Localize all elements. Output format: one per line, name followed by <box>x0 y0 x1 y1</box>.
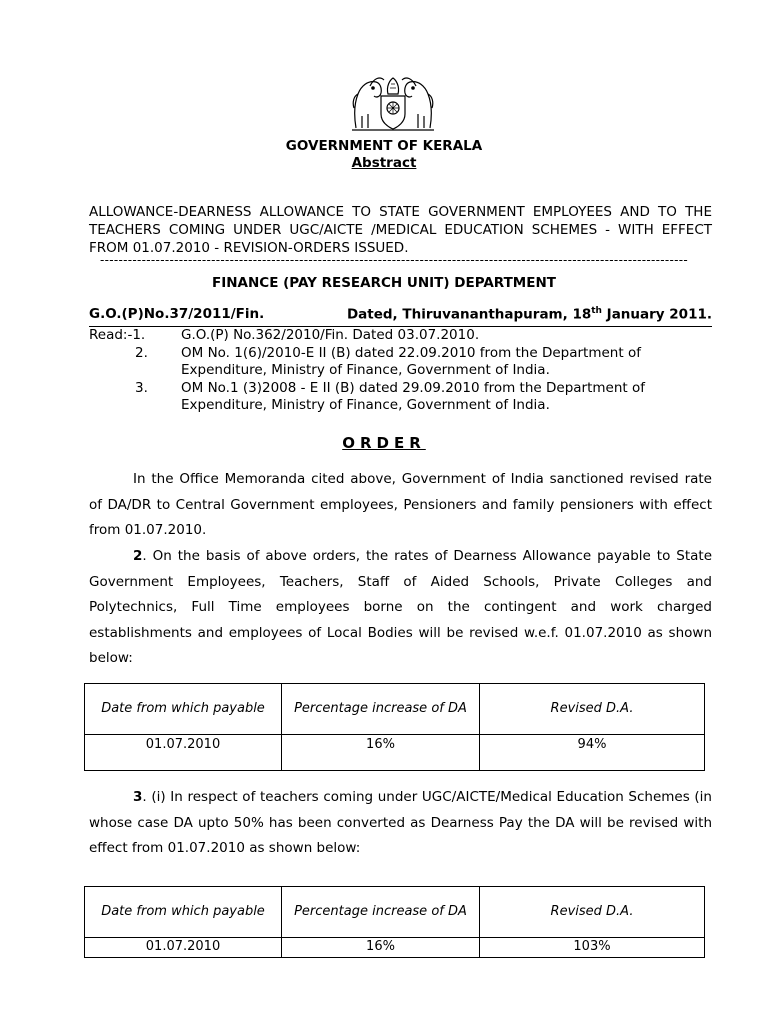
paragraph-1: In the Office Memoranda cited above, Government of India sanctioned revised rate of DA/DR to Central Government employees, Pensioners and family pensioners with effect from 01.07.2010. <box>89 471 712 538</box>
subject-text: ALLOWANCE-DEARNESS ALLOWANCE TO STATE GOVERNMENT EMPLOYEES AND TO THE TEACHERS COMING UNDER UGC/AICTE /MEDICAL EDUCATION SCHEMES - WITH EFFECT FROM 01.07.2010 - REVISION-ORDERS ISSUED. <box>89 204 712 256</box>
reference-item: 3. OM No.1 (3)2008 - E II (B) dated 29.09.2010 from the Department of Expenditure, Ministry of Finance, Government of India. <box>135 379 645 413</box>
reference-item: Read:-1. G.O.(P) No.362/2010/Fin. Dated 03.07.2010. <box>89 327 480 343</box>
da-table-state-employees <box>84 683 705 771</box>
table-row: 01.07.2010 16% 94% <box>85 735 705 771</box>
dated-text: Dated, Thiruvananthapuram, 18th January 2011. <box>346 306 712 323</box>
separator-line: ------------------------------------------------------------------------------------------------------------------------------- <box>100 253 689 267</box>
department-heading: FINANCE (PAY RESEARCH UNIT) DEPARTMENT <box>212 275 556 291</box>
table-header-row: Date from which payable Percentage increase of DA Revised D.A. <box>85 684 705 735</box>
read-references <box>89 327 729 415</box>
table-row: 01.07.2010 16% 103% <box>85 938 705 958</box>
da-table-ugc-teachers <box>84 886 705 958</box>
paragraph-2: 2. On the basis of above orders, the rates of Dearness Allowance payable to State Government Employees, Teachers, Staff of Aided Schools, Private Colleges and Polytechnics, Full Time employees borne on the contingent and work charged establishments and employees of Local Bodies will be revised w.e.f. 01.07.2010 as shown below: <box>89 548 712 666</box>
abstract-heading: Abstract <box>351 155 417 171</box>
kerala-state-emblem-icon <box>348 66 438 134</box>
order-heading: ORDER <box>342 434 426 452</box>
go-number: G.O.(P)No.37/2011/Fin. <box>89 306 265 322</box>
paragraph-3: 3. (i) In respect of teachers coming under UGC/AICTE/Medical Education Schemes (in whose case DA upto 50% has been converted as Dearness Pay the DA will be revised with effect from 01.07.2010 as shown below: <box>89 789 712 856</box>
government-title: GOVERNMENT OF KERALA <box>285 138 483 154</box>
reference-item: 2. OM No. 1(6)/2010-E II (B) dated 22.09.2010 from the Department of Expenditure, Ministry of Finance, Government of India. <box>135 344 641 378</box>
go-number-line <box>89 306 712 327</box>
table-header-row: Date from which payable Percentage increase of DA Revised D.A. <box>85 887 705 938</box>
read-label: Read:-1. <box>89 327 146 343</box>
